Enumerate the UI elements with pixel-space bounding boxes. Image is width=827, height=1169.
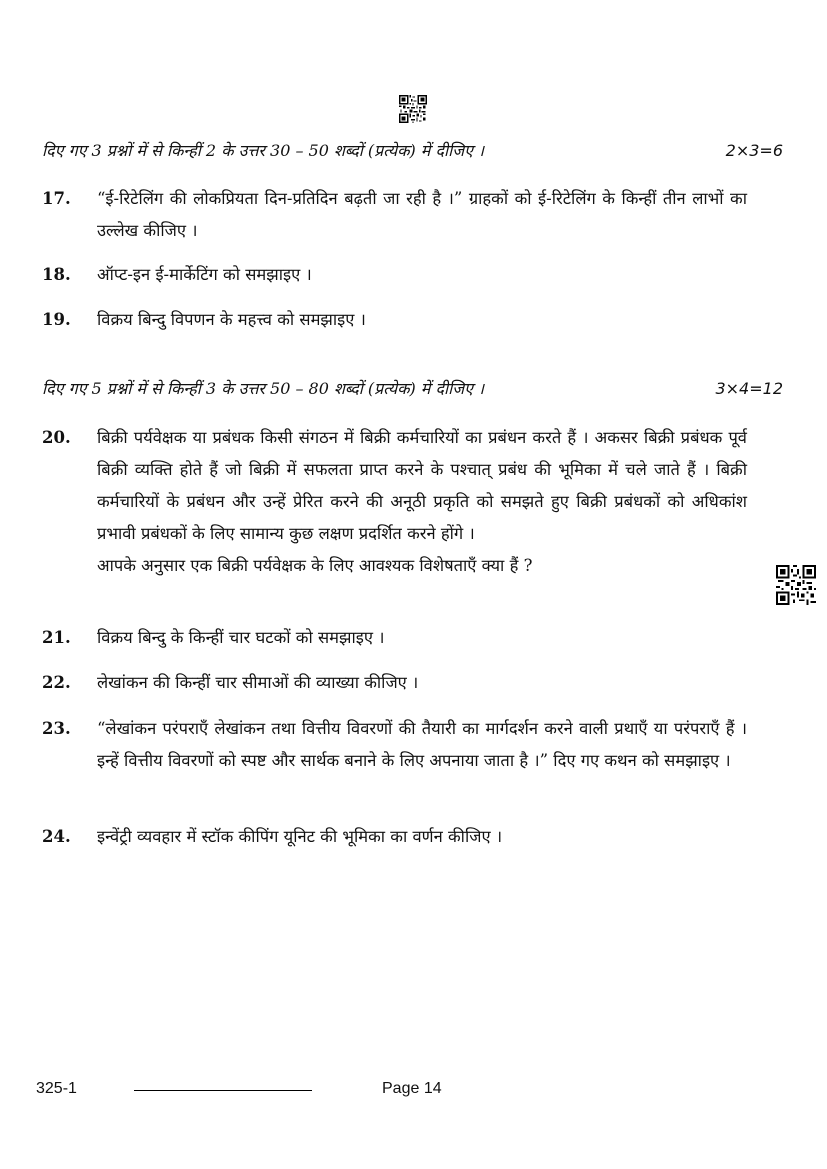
question-text: बिक्री पर्यवेक्षक या प्रबंधक किसी संगठन में बिक्री कर्मचारियों का प्रबंधन करते हैं । अकसर बिक्री प्रबंधक पूर्व बिक्री व्यक्ति होते हैं जो बिक्री में सफलता प्राप्त करने के पश्चात् प्रबंध की भूमिका में चले जाते हैं । बिक्री कर्मचारियों के प्रबंधन और उन्हें प्रेरित करने की अनूठी प्रकृति को समझते हुए बिक्री प्रबंधकों को अधिकांश प्रभावी प्रबंधकों के लिए सामान्य कुछ लक्षण प्रदर्शित करने होंगे । [97, 428, 747, 543]
question-number: 23. [42, 719, 71, 738]
question-text: “लेखांकन परंपराएँ लेखांकन तथा वित्तीय विवरणों की तैयारी का मार्गदर्शन करने वाली प्रथाएँ या परंपराएँ हैं । इन्हें वित्तीय विवरणों को स्पष्ट और सार्थक बनाने के लिए अपनाया जाता है ।” दिए गए कथन को समझाइए । [97, 719, 747, 770]
section-instruction [42, 139, 783, 161]
question-number: 22. [42, 673, 71, 692]
qr-code-icon [776, 565, 816, 605]
question [42, 183, 747, 247]
question [42, 259, 747, 291]
qr-code-icon [399, 95, 427, 123]
question-number: 19. [42, 310, 71, 329]
footer-divider [134, 1090, 312, 1091]
page-footer [0, 1080, 827, 1104]
question [42, 713, 747, 777]
question-text: “ई-रिटेलिंग की लोकप्रियता दिन-प्रतिदिन बढ़ती जा रही है ।” ग्राहकों को ई-रिटेलिंग के किन्हीं तीन लाभों का उल्लेख कीजिए । [97, 189, 747, 240]
question [42, 667, 747, 699]
question-text: विक्रय बिन्दु विपणन के महत्त्व को समझाइए । [97, 310, 366, 329]
question-text: इन्वेंट्री व्यवहार में स्टॉक कीपिंग यूनिट की भूमिका का वर्णन कीजिए । [97, 827, 503, 846]
question-number: 24. [42, 827, 71, 846]
question [42, 422, 747, 582]
paper-code: 325-1 [36, 1080, 77, 1097]
question-number: 20. [42, 428, 71, 447]
question [42, 304, 747, 336]
question-number: 18. [42, 265, 71, 284]
question [42, 821, 747, 853]
question-subtext: आपके अनुसार एक बिक्री पर्यवेक्षक के लिए आवश्यक विशेषताएँ क्या हैं ? [97, 556, 533, 575]
question [42, 622, 747, 654]
page-number: Page 14 [382, 1080, 442, 1097]
section-marks: 3×4=12 [715, 379, 783, 398]
question-text: ऑप्ट-इन ई-मार्केटिंग को समझाइए । [97, 265, 312, 284]
question-number: 21. [42, 628, 71, 647]
question-text: लेखांकन की किन्हीं चार सीमाओं की व्याख्या कीजिए । [97, 673, 419, 692]
question-text: विक्रय बिन्दु के किन्हीं चार घटकों को समझाइए । [97, 628, 385, 647]
question-number: 17. [42, 189, 71, 208]
instruction-text: दिए गए 3 प्रश्नों में से किन्हीं 2 के उत्तर 30 – 50 शब्दों (प्रत्येक) में दीजिए । [42, 141, 485, 160]
section-instruction [42, 377, 783, 399]
section-marks: 2×3=6 [725, 141, 783, 160]
instruction-text: दिए गए 5 प्रश्नों में से किन्हीं 3 के उत्तर 50 – 80 शब्दों (प्रत्येक) में दीजिए । [42, 379, 485, 398]
